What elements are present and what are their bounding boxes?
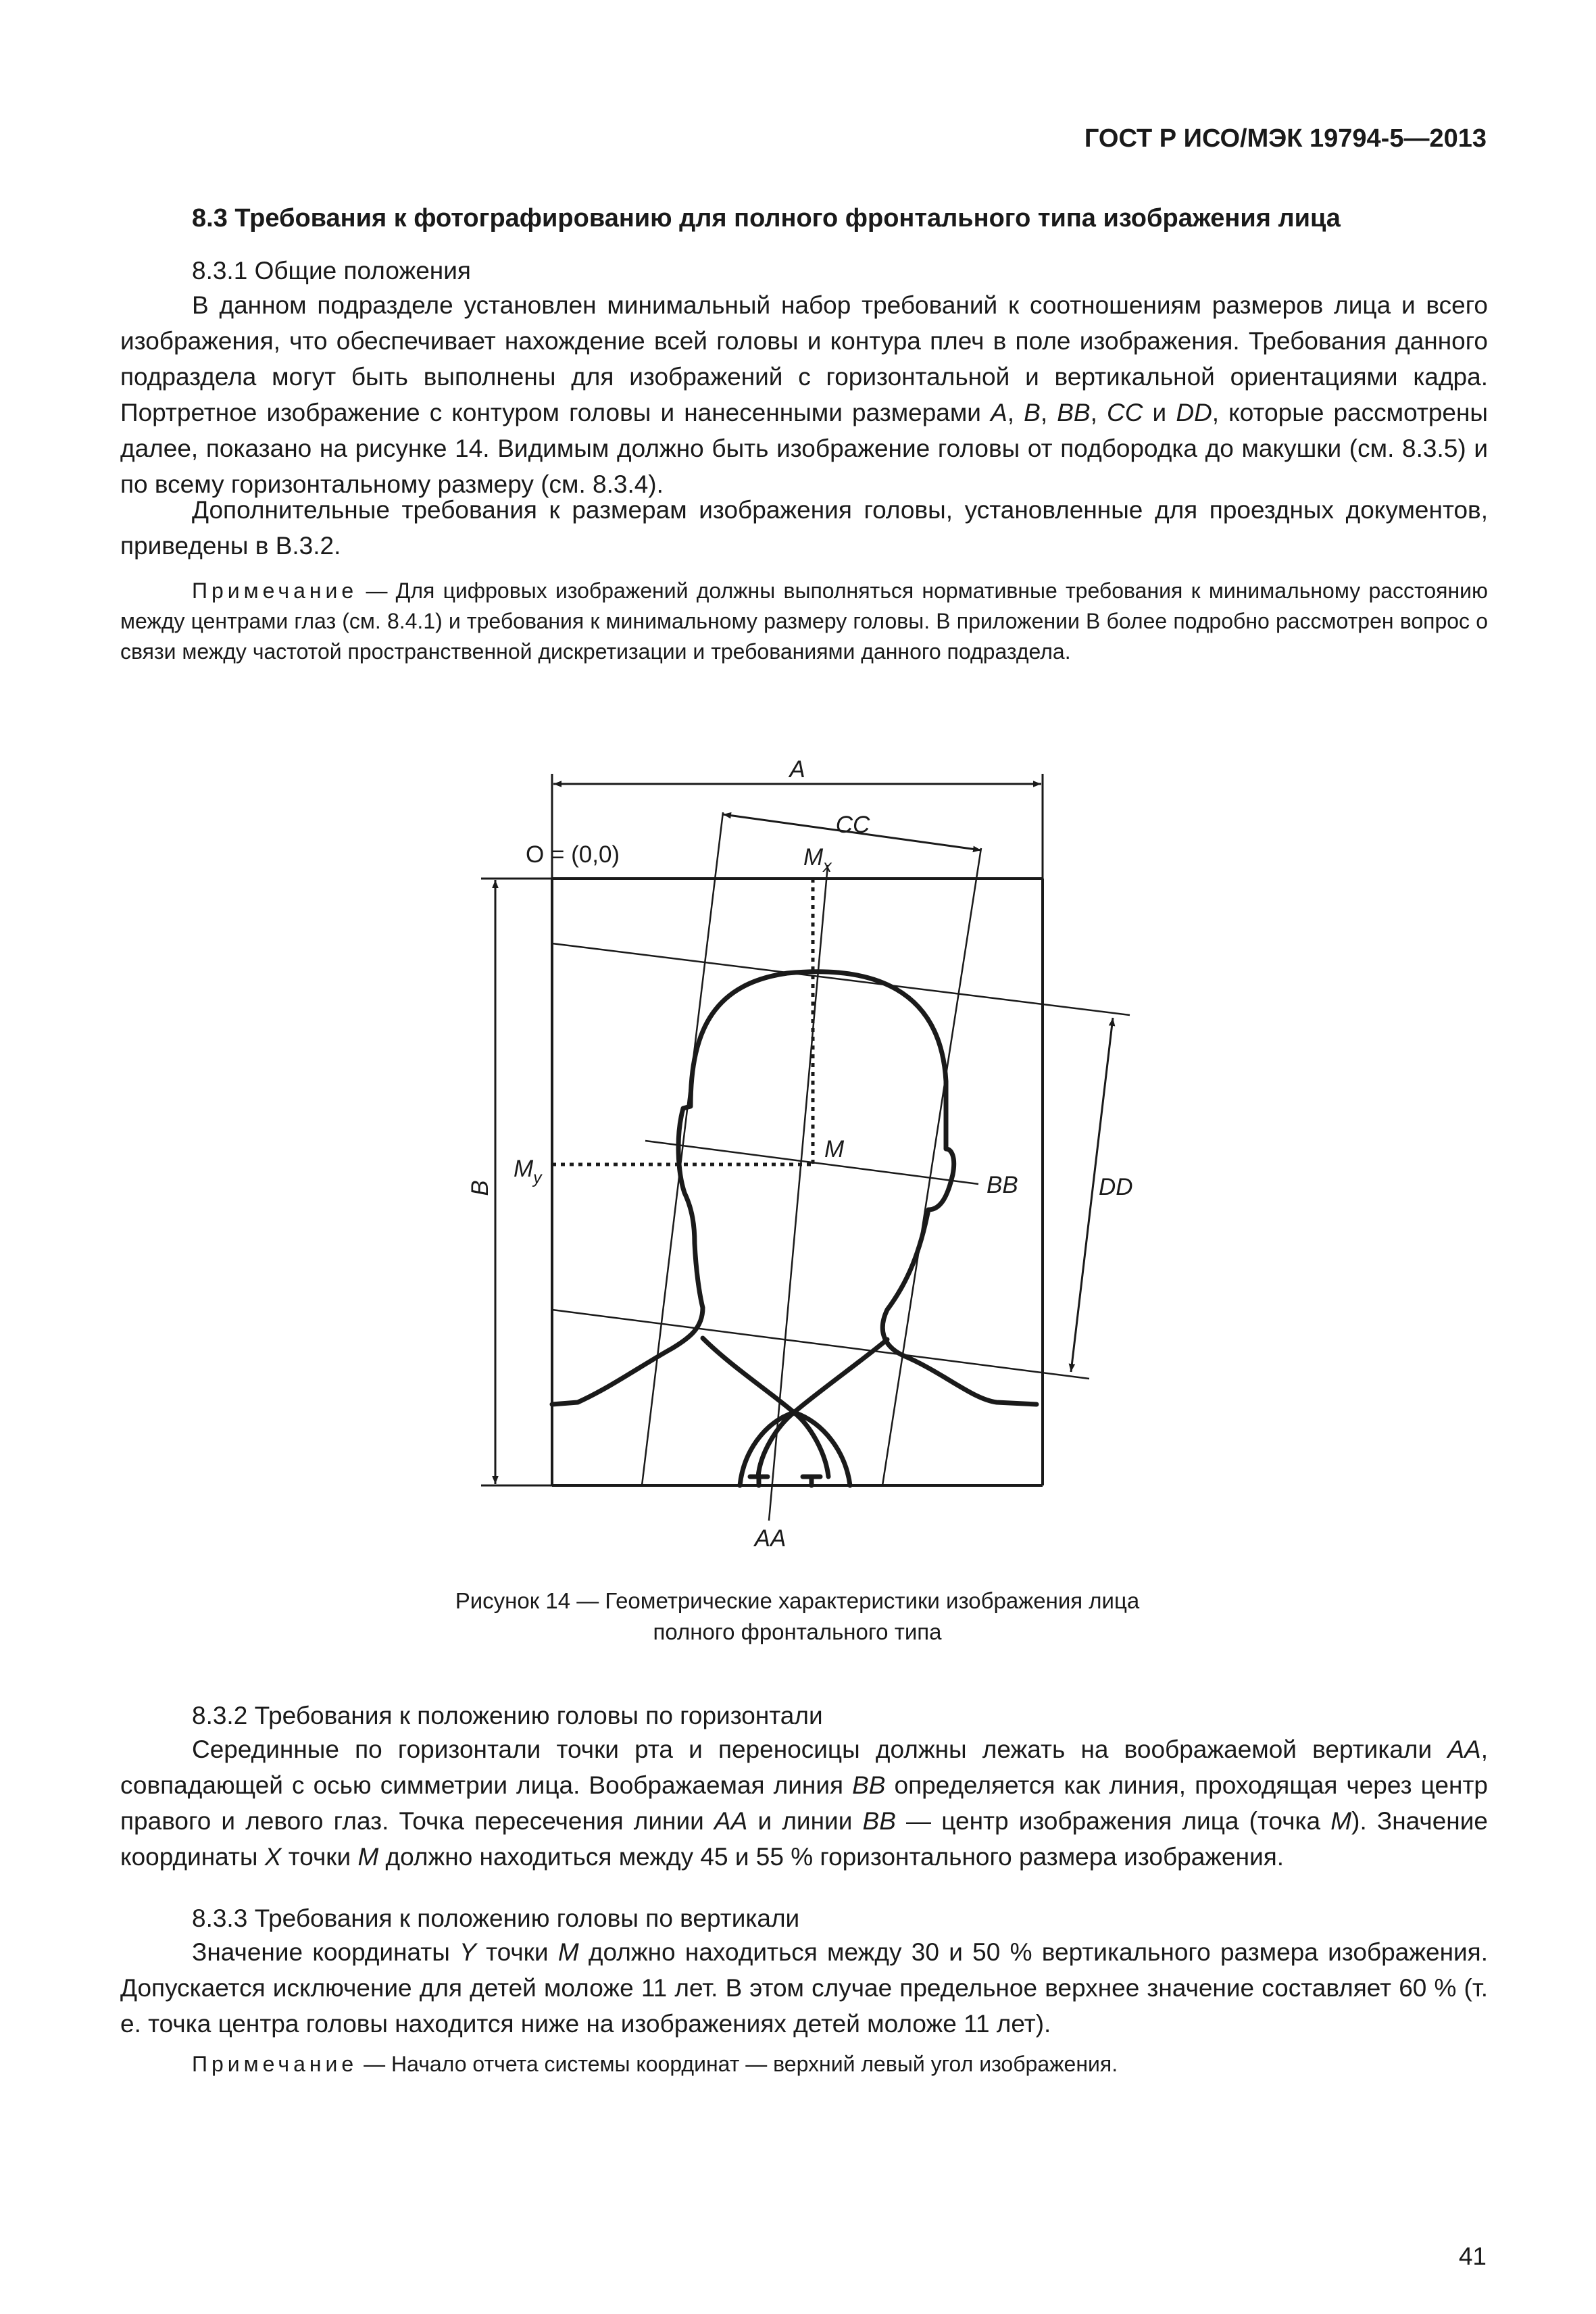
note-8-3-1: Примечание — Для цифровых изображений должны выполняться нормативные требования к минимальному расстоянию между центрами глаз (см. 8.4.1) и требования к минимальному размеру головы. В приложении В более подробно рассмотрен вопрос о связи между частотой пространственной дискретизации и требованиями данного подраздела.	[120, 578, 1488, 664]
label-cc: CC	[835, 812, 870, 838]
label-b: B	[467, 1180, 493, 1196]
figure-caption-line-1: Рисунок 14 — Геометрические характеристики изображения лица	[455, 1588, 1140, 1613]
section-title: 8.3 Требования к фотографированию для полного фронтального типа изображения лица	[192, 204, 1341, 232]
subsection-heading-8-3-2: 8.3.2 Требования к положению головы по горизонтали	[192, 1702, 823, 1729]
paragraph-8-3-3: Значение координаты Y точки M должно находиться между 30 и 50 % вертикального размера изображения. Допускается исключение для детей моложе 11 лет. В этом случае предельное верхнее значение составляет 60 % (т. е. точка центра головы находится ниже на изображениях детей моложе 11 лет).	[120, 1938, 1488, 2038]
figure-caption	[270, 1585, 1324, 1648]
dimension-a	[552, 774, 1043, 879]
label-aa: AA	[754, 1525, 787, 1552]
label-origin: O = (0,0)	[526, 841, 620, 868]
collar-outline	[703, 1338, 887, 1485]
head-silhouette	[552, 972, 1037, 1404]
standard-code: ГОСТ Р ИСО/МЭК 19794-5—2013	[1084, 124, 1487, 153]
figure-caption-line-2: полного фронтального типа	[653, 1619, 942, 1644]
note-8-3-3: Примечание — Начало отчета системы координат — верхний левый угол изображения.	[192, 2052, 1118, 2076]
label-a: A	[789, 756, 805, 783]
page-number: 41	[1458, 2242, 1487, 2270]
label-m: M	[824, 1136, 845, 1162]
label-my: $M_y$	[514, 1156, 542, 1187]
label-dd: DD	[1099, 1174, 1133, 1200]
paragraph-8-3-1-intro: В данном подразделе установлен минимальный набор требований к соотношениям размеров лица и всего изображения, что обеспечивает нахождение всей головы и контура плеч в поле изображения. Требования данного подраздела могут быть выполнены для изображений с горизонтальной и вертикальной ориентациями кадра. Портретное изображение с контуром головы и нанесенными размерами A, B, BB, CC и DD, которые рассмотрены далее, показано на рисунке 14. Видимым должно быть изображение головы от подбородка до макушки (см. 8.3.5) и по всему горизонтальному размеру (см. 8.3.4).	[120, 291, 1488, 498]
subsection-heading-8-3-3: 8.3.3 Требования к положению головы по вертикали	[192, 1904, 800, 1932]
paragraph-8-3-2: Серединные по горизонтали точки рта и переносицы должны лежать на воображаемой вертикали AA, совпадающей с осью симметрии лица. Воображаемая линия BB определяется как линия, проходящая через центр правого и левого глаз. Точка пересечения линии AA и линии BB — центр изображения лица (точка M). Значение координаты X точки M должно находиться между 45 и 55 % горизонтального размера изображения.	[120, 1736, 1488, 1871]
label-mx: $M_x$	[803, 844, 832, 876]
subsection-heading-8-3-1: 8.3.1 Общие положения	[192, 257, 471, 285]
paragraph-8-3-1-additional: Дополнительные требования к размерам изображения головы, установленные для проездных документов, приведены в В.3.2.	[120, 496, 1488, 560]
label-bb: BB	[987, 1172, 1018, 1198]
